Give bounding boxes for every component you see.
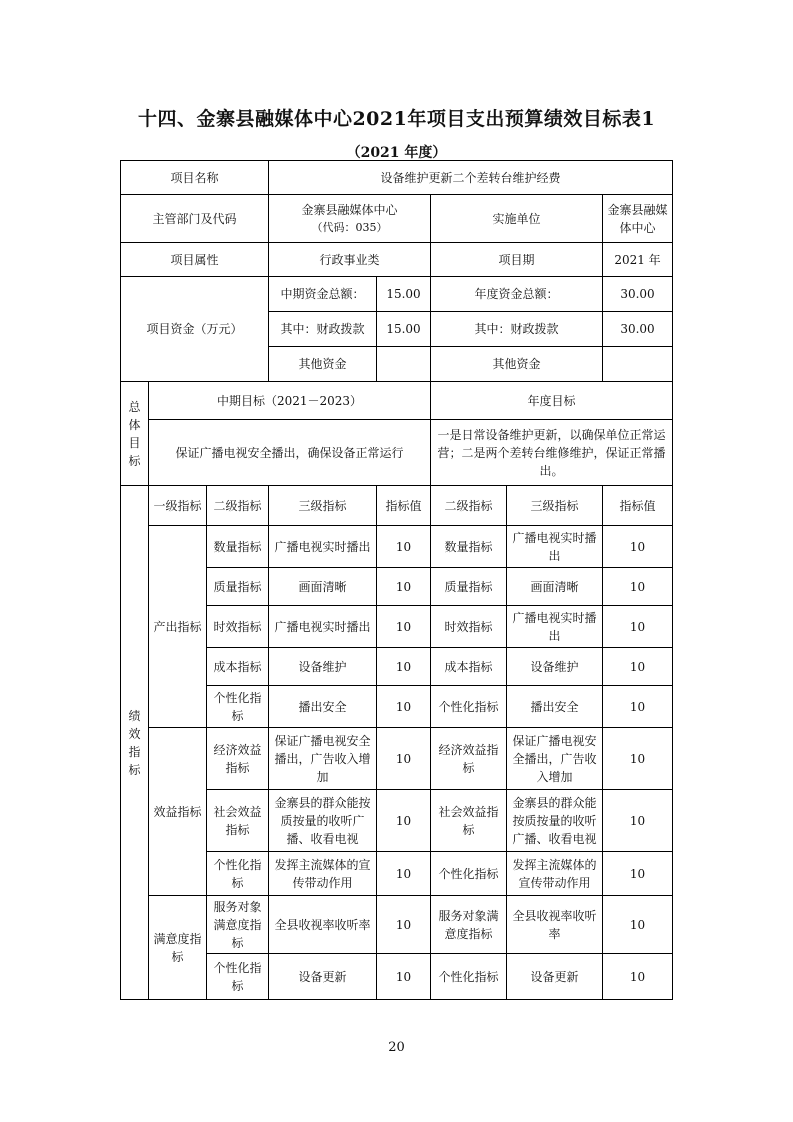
dept-code: （代码：035）	[311, 220, 388, 234]
row-year-level3: 全县收视率收听率	[507, 896, 603, 954]
row-year-level3: 广播电视实时播出	[507, 526, 603, 568]
row-level2: 服务对象满意度指标	[207, 896, 269, 954]
dept-label: 主管部门及代码	[121, 195, 269, 243]
table-row	[121, 526, 673, 568]
row-level2: 个性化指标	[207, 852, 269, 896]
funds-label: 项目资金（万元）	[121, 277, 269, 382]
year-target-header: 年度目标	[431, 382, 673, 420]
impl-unit-value: 金寨县融媒体中心	[603, 195, 673, 243]
row-year-level2: 成本指标	[431, 648, 507, 686]
row-value: 10	[377, 686, 431, 728]
row-level2: 数量指标	[207, 526, 269, 568]
header-level2: 二级指标	[207, 486, 269, 526]
row-year-level2: 社会效益指标	[431, 790, 507, 852]
row-year-value: 10	[603, 526, 673, 568]
row-value: 10	[377, 568, 431, 606]
row-year-level2: 经济效益指标	[431, 728, 507, 790]
row-year-level3: 播出安全	[507, 686, 603, 728]
row-level3: 金寨县的群众能按质按量的收听广播、收看电视	[269, 790, 377, 852]
year-target-text: 一是日常设备维护更新，以确保单位正常运营；二是两个差转台维修维护，保证正常播出。	[431, 420, 673, 486]
dept-cell	[269, 195, 431, 243]
row-value: 10	[377, 954, 431, 1000]
row-year-level3: 发挥主流媒体的宣传带动作用	[507, 852, 603, 896]
header-level3: 三级指标	[269, 486, 377, 526]
mid-fiscal-label: 其中：财政拨款	[269, 312, 377, 347]
row-year-level2: 服务对象满意度指标	[431, 896, 507, 954]
row-year-level2: 个性化指标	[431, 686, 507, 728]
year-fiscal-value: 30.00	[603, 312, 673, 347]
row-year-level2: 数量指标	[431, 526, 507, 568]
group-satisfaction-label: 满意度指标	[149, 896, 207, 1000]
row-year-level3: 画面清晰	[507, 568, 603, 606]
impl-unit-label: 实施单位	[431, 195, 603, 243]
row-level2: 个性化指标	[207, 686, 269, 728]
budget-target-table	[120, 160, 673, 1000]
row-level2: 成本指标	[207, 648, 269, 686]
row-year-level2: 个性化指标	[431, 852, 507, 896]
group-output-label: 产出指标	[149, 526, 207, 728]
project-attr-value: 行政事业类	[269, 243, 431, 277]
mid-total-label: 中期资金总额：	[269, 277, 377, 312]
mid-other-value	[377, 347, 431, 382]
project-attr-label: 项目属性	[121, 243, 269, 277]
row-level3: 设备维护	[269, 648, 377, 686]
row-year-level3: 广播电视实时播出	[507, 606, 603, 648]
year-other-label: 其他资金	[431, 347, 603, 382]
year-total-label: 年度资金总额：	[431, 277, 603, 312]
indicator-header-row	[121, 486, 673, 526]
mid-target-text: 保证广播电视安全播出，确保设备正常运行	[149, 420, 431, 486]
row-year-level3: 保证广播电视安全播出，广告收入增加	[507, 728, 603, 790]
project-period-value: 2021 年	[603, 243, 673, 277]
project-name-label: 项目名称	[121, 161, 269, 195]
row-level3: 发挥主流媒体的宣传带动作用	[269, 852, 377, 896]
row-value: 10	[377, 896, 431, 954]
year-other-value	[603, 347, 673, 382]
row-year-level2: 个性化指标	[431, 954, 507, 1000]
row-year-value: 10	[603, 648, 673, 686]
row-level3: 画面清晰	[269, 568, 377, 606]
row-year-level3: 金寨县的群众能按质按量的收听广播、收看电视	[507, 790, 603, 852]
row-year-level3: 设备更新	[507, 954, 603, 1000]
row-level3: 播出安全	[269, 686, 377, 728]
year-total-value: 30.00	[603, 277, 673, 312]
row-level3: 广播电视实时播出	[269, 526, 377, 568]
row-value: 10	[377, 648, 431, 686]
row-level3: 全县收视率收听率	[269, 896, 377, 954]
row-level3: 设备更新	[269, 954, 377, 1000]
row-value: 10	[377, 728, 431, 790]
group-benefit-label: 效益指标	[149, 728, 207, 896]
year-fiscal-label: 其中：财政拨款	[431, 312, 603, 347]
table-row	[121, 728, 673, 790]
page-title: 十四、金寨县融媒体中心2021年项目支出预算绩效目标表1	[137, 108, 656, 130]
row-year-value: 10	[603, 606, 673, 648]
row-year-value: 10	[603, 568, 673, 606]
row-year-value: 10	[603, 728, 673, 790]
row-value: 10	[377, 790, 431, 852]
row-level2: 个性化指标	[207, 954, 269, 1000]
overall-target-label: 总体目标	[121, 382, 149, 486]
row-year-level2: 时效指标	[431, 606, 507, 648]
header-value: 指标值	[377, 486, 431, 526]
mid-target-header: 中期目标（2021－2023）	[149, 382, 431, 420]
dept-value: 金寨县融媒体中心	[301, 202, 398, 217]
header-year-value: 指标值	[603, 486, 673, 526]
mid-total-value: 15.00	[377, 277, 431, 312]
row-level2: 经济效益指标	[207, 728, 269, 790]
row-year-value: 10	[603, 896, 673, 954]
header-year-level3: 三级指标	[507, 486, 603, 526]
page-number: 20	[388, 1040, 405, 1055]
perf-indicator-label: 绩效指标	[121, 486, 149, 1000]
project-name-value: 设备维护更新二个差转台维护经费	[269, 161, 673, 195]
header-year-level2: 二级指标	[431, 486, 507, 526]
row-year-value: 10	[603, 686, 673, 728]
row-level2: 社会效益指标	[207, 790, 269, 852]
table-row	[121, 896, 673, 954]
row-level3: 广播电视实时播出	[269, 606, 377, 648]
row-value: 10	[377, 606, 431, 648]
header-level1: 一级指标	[149, 486, 207, 526]
page-subtitle: （2021 年度）	[346, 145, 447, 161]
row-year-level3: 设备维护	[507, 648, 603, 686]
row-year-level2: 质量指标	[431, 568, 507, 606]
row-year-value: 10	[603, 852, 673, 896]
row-value: 10	[377, 526, 431, 568]
project-period-label: 项目期	[431, 243, 603, 277]
mid-fiscal-value: 15.00	[377, 312, 431, 347]
row-level3: 保证广播电视安全播出，广告收入增加	[269, 728, 377, 790]
mid-other-label: 其他资金	[269, 347, 377, 382]
row-year-value: 10	[603, 954, 673, 1000]
row-level2: 质量指标	[207, 568, 269, 606]
row-level2: 时效指标	[207, 606, 269, 648]
row-value: 10	[377, 852, 431, 896]
row-year-value: 10	[603, 790, 673, 852]
